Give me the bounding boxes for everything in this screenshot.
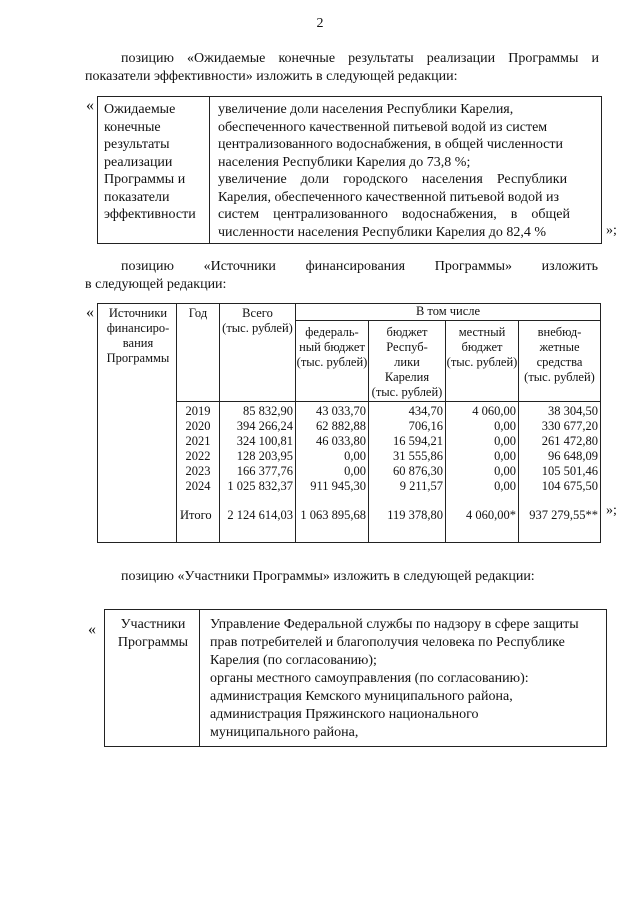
total-header (220, 304, 296, 402)
itogo-total: 2 124 614,03 (227, 508, 293, 522)
table-2-close-quote: »; (606, 503, 617, 518)
label-line: вания (122, 336, 154, 350)
federal-header (296, 321, 369, 402)
republic-value: 31 555,86 (393, 449, 443, 463)
paragraph-2-line-1 (121, 258, 598, 276)
republic-header (369, 321, 446, 402)
text-line: органы местного самоуправления (по согласованию): (210, 671, 529, 686)
total-value: 1 025 832,37 (227, 479, 293, 493)
header-line: ный бюджет (299, 340, 365, 354)
total-value: 166 377,76 (236, 464, 293, 478)
year: 2024 (185, 479, 211, 493)
label-line: Программы и (104, 172, 186, 187)
group-header: В том числе (296, 304, 601, 321)
expected-results-text-cell (210, 97, 602, 244)
label-line: Участники (120, 617, 186, 632)
paragraph-3: позицию «Участники Программы» изложить в следующей редакции: (121, 569, 535, 584)
label-line: Программы (106, 351, 170, 365)
table-financing (97, 303, 601, 543)
header-line: (тыс. рублей) (371, 385, 443, 399)
year: 2022 (185, 449, 211, 463)
word: и (591, 51, 599, 66)
republic-value: 434,70 (408, 404, 443, 418)
republic-value: 16 594,21 (393, 434, 443, 448)
label-line: конечные (104, 119, 161, 135)
word: позицию (121, 51, 174, 66)
table-expected-results (97, 96, 602, 244)
total-value: 128 203,95 (236, 449, 293, 463)
extrabudget-value: 96 648,09 (548, 449, 598, 463)
header-line: жетные (539, 340, 580, 354)
header-line: (тыс. рублей) (222, 321, 293, 335)
text-line: увеличение доли населения Республики Карелия, (218, 102, 514, 117)
federal-value: 911 945,30 (310, 479, 366, 493)
label-line: результаты (104, 137, 170, 152)
table-participants (104, 609, 607, 747)
text-line: населения Республики Карелия до 73,8 %; (218, 154, 471, 170)
financing-sources-label-cell (98, 304, 177, 543)
header-line: (тыс. рублей) (296, 355, 368, 369)
paragraph-2-line-2: в следующей редакции: (85, 277, 227, 292)
text-line: администрация Пряжинского национального (210, 707, 479, 722)
total-value: 324 100,81 (236, 434, 293, 448)
word: «Ожидаемые (187, 51, 266, 66)
header-line: внебюд- (537, 325, 582, 339)
word: изложить (541, 259, 598, 274)
itogo-local: 4 060,00* (466, 508, 516, 522)
word: Программы» (434, 259, 512, 274)
participants-text-cell (200, 610, 607, 747)
extrabudget-value: 38 304,50 (548, 404, 598, 418)
word: позицию (121, 259, 174, 274)
republic-value: 706,16 (408, 419, 443, 433)
itogo-republic: 119 378,80 (387, 508, 443, 522)
local-value: 4 060,00 (472, 404, 516, 418)
header-line: Респуб- (386, 340, 428, 354)
label-line: реализации (104, 154, 173, 170)
total-value: 85 832,90 (243, 404, 293, 418)
years-cell (177, 402, 220, 543)
header-line: бюджет (461, 340, 503, 354)
word: результаты (348, 51, 414, 66)
word: «Источники (203, 259, 276, 274)
header-line: средства (536, 355, 583, 369)
itogo-extrabudget: 937 279,55** (529, 508, 598, 522)
table-1-close-quote: »; (606, 223, 617, 238)
expected-results-label-cell (98, 97, 210, 244)
federal-cell (296, 402, 369, 543)
federal-value: 0,00 (344, 449, 366, 463)
year: 2021 (185, 434, 211, 448)
local-value: 0,00 (494, 434, 516, 448)
header-line: бюджет (386, 325, 428, 339)
word: реализации (426, 51, 496, 66)
extrabudget-cell (519, 402, 601, 543)
header-line: (тыс. рублей) (524, 370, 595, 384)
page-number: 2 (316, 16, 324, 31)
paragraph-1-line-2: показатели эффективности» изложить в следующей редакции: (85, 69, 458, 84)
label-line: Программы (117, 635, 189, 650)
local-value: 0,00 (494, 449, 516, 463)
text-line: систем централизованного водоснабжения, в общей (218, 207, 571, 222)
table-1-open-quote: « (86, 97, 94, 114)
word: финансирования (305, 259, 406, 274)
local-value: 0,00 (494, 419, 516, 433)
total-value: 394 266,24 (236, 419, 293, 433)
federal-value: 62 882,88 (316, 419, 366, 433)
text-line: муниципального района, (210, 725, 359, 740)
header-line: лики (394, 355, 420, 369)
text-line: Управление Федеральной службы по надзору в сфере защиты (210, 617, 579, 632)
extrabudget-value: 105 501,46 (541, 464, 598, 478)
year-header: Год (177, 304, 220, 402)
republic-value: 9 211,57 (399, 479, 443, 493)
text-line: обеспеченного качественной питьевой водой из систем (218, 119, 548, 135)
label-line: показатели (104, 189, 170, 205)
extrabudget-value: 261 472,80 (541, 434, 598, 448)
itogo-federal: 1 063 895,68 (300, 508, 366, 522)
word: Программы (508, 51, 579, 66)
label-line: эффективности (104, 207, 196, 222)
text-line: централизованного водоснабжения, в общей численности (218, 137, 563, 152)
word: конечные (278, 51, 336, 66)
text-line: Карелия, обеспеченного качественной питьевой водой из (218, 189, 560, 205)
extrabudget-value: 330 677,20 (541, 419, 598, 433)
extrabudget-value: 104 675,50 (541, 479, 598, 493)
federal-value: 0,00 (344, 464, 366, 478)
totals-cell (220, 402, 296, 543)
extrabudget-header (519, 321, 601, 402)
header-line: Карелия (384, 370, 430, 384)
republic-value: 60 876,30 (393, 464, 443, 478)
label-line: финансиро- (106, 321, 170, 335)
label-line: Источники (108, 306, 168, 320)
text-line: численности населения Республики Карелия до 82,4 % (218, 224, 547, 240)
itogo-label: Итого (180, 508, 212, 522)
participants-label-cell (105, 610, 200, 747)
header-line: местный (458, 325, 506, 339)
text-line: Карелия (по согласованию); (210, 653, 377, 668)
text-line: прав потребителей и благополучия человека по Республике (210, 635, 565, 650)
text-line: увеличение доли городского населения Республики (218, 172, 568, 187)
header-line: федераль- (305, 325, 359, 339)
local-value: 0,00 (494, 479, 516, 493)
local-value: 0,00 (494, 464, 516, 478)
local-header (446, 321, 519, 402)
table-2-open-quote: « (86, 304, 94, 321)
year: 2023 (185, 464, 211, 478)
local-cell (446, 402, 519, 543)
federal-value: 46 033,80 (316, 434, 366, 448)
text-line: администрация Кемского муниципального района, (210, 689, 513, 704)
republic-cell (369, 402, 446, 543)
header-line: Всего (242, 306, 273, 320)
year: 2020 (185, 419, 211, 433)
table-3-open-quote: « (88, 621, 96, 638)
year: 2019 (185, 404, 211, 418)
header-line: (тыс. рублей) (446, 355, 518, 369)
label-line: Ожидаемые (104, 102, 176, 117)
federal-value: 43 033,70 (316, 404, 366, 418)
paragraph-1-line-1 (121, 50, 599, 68)
